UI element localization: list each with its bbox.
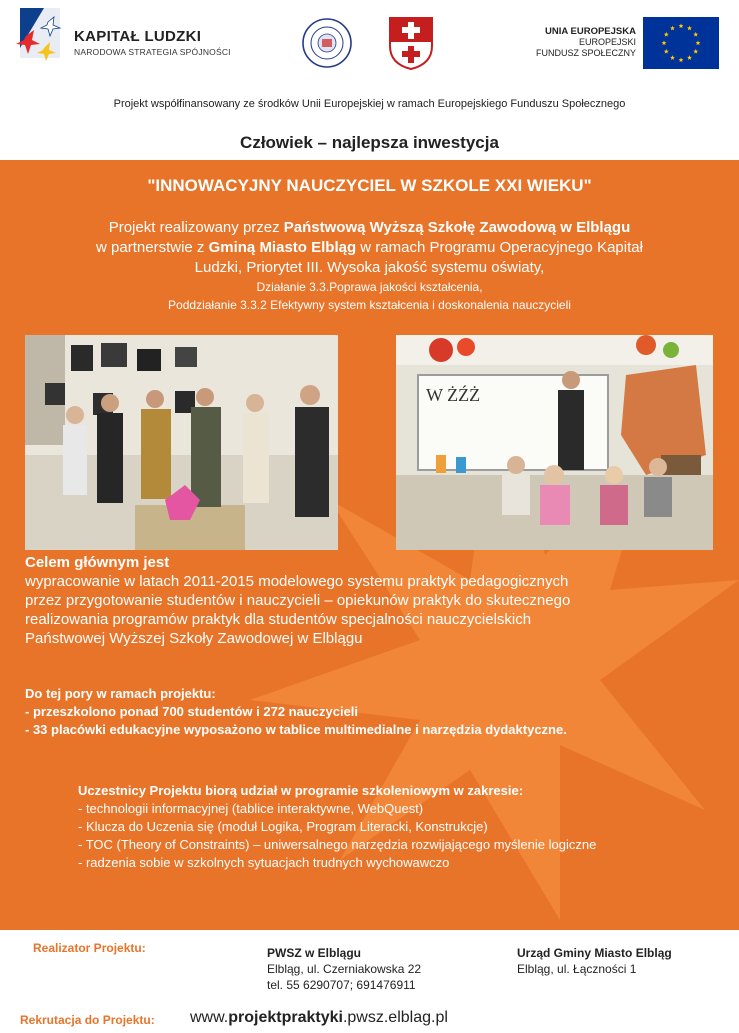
kapital-ludzki-logo-icon (14, 8, 66, 66)
eu-flag-icon (643, 17, 719, 69)
photo-training-group (25, 335, 338, 550)
proj-line-2-rest: w ramach Programu Operacyjnego Kapitał (356, 239, 643, 256)
urzad-name: Urząd Gminy Miasto Elbląg (517, 946, 672, 960)
pwsz-address (267, 945, 421, 993)
www-prefix: www. (190, 1009, 229, 1026)
eu-line-2: EUROPEJSKI (578, 37, 636, 47)
pwsz-name: PWSZ w Elblągu (267, 946, 362, 960)
eu-text-block (520, 26, 636, 59)
header (0, 0, 739, 160)
project-title: "INNOWACYJNY NAUCZYCIEL W SZKOLE XXI WIEKU" (147, 176, 592, 195)
proj-line-1: Projekt realizowany przez (108, 219, 284, 236)
eu-line-1: UNIA EUROPEJSKA (545, 26, 636, 37)
www-suffix: .pwsz.elblag.pl (342, 1009, 448, 1026)
project-website-link[interactable] (190, 1009, 448, 1027)
progress-heading: Do tej pory w ramach projektu: (25, 686, 216, 701)
kapital-ludzki-subtitle: NARODOWA STRATEGIA SPÓJNOŚCI (74, 47, 231, 57)
pwsz-phone: tel. 55 6290707; 691476911 (267, 978, 416, 992)
goal-line: przez przygotowanie studentów i nauczycieli – opiekunów praktyk do skutecznego (25, 592, 571, 609)
proj-line-2-bold: Gminą Miasto Elbląg (208, 239, 357, 256)
project-description (0, 218, 739, 314)
cofinancing-note: Projekt współfinansowany ze środków Unii Europejskiej w ramach Europejskiego Funduszu Społecznego (113, 98, 626, 110)
participants-item: - technologii informacyjnej (tablice interaktywne, WebQuest) (78, 801, 424, 816)
participants-heading: Uczestnicy Projektu biorą udział w programie szkoleniowym w zakresie: (78, 783, 524, 798)
goal-heading: Celem głównym jest (25, 554, 170, 571)
eu-line-3: FUNDUSZ SPOŁECZNY (535, 48, 636, 58)
participants-item: - TOC (Theory of Constraints) – uniwersalnego narzędzia rozwijającego myślenie logiczne (78, 837, 597, 852)
photo-classroom (396, 335, 713, 550)
pwsz-street: Elbląg, ul. Czerniakowska 22 (267, 962, 422, 976)
proj-line-5: Poddziałanie 3.3.2 Efektywny system kształcenia i doskonalenia nauczycieli (168, 298, 571, 312)
progress-item: - przeszkolono ponad 700 studentów i 272 nauczycieli (25, 704, 359, 719)
goal-line: Państwowej Wyższej Szkoły Zawodowej w Elblągu (25, 630, 363, 647)
footer (0, 930, 739, 1033)
www-domain-bold: projektpraktyki (228, 1009, 343, 1026)
proj-line-4: Działanie 3.3.Poprawa jakości kształcenia, (256, 280, 483, 294)
participants-section (78, 782, 718, 872)
goal-section (25, 553, 715, 648)
participants-item: - Klucza do Uczenia się (moduł Logika, Program Literacki, Konstrukcje) (78, 819, 488, 834)
goal-line: wypracowanie w latach 2011-2015 modelowego systemu praktyk pedagogicznych (25, 573, 569, 590)
board-text: W ŻŹŻ (426, 385, 481, 405)
goal-line: realizowania programów praktyk dla studentów specjalności nauczycielskich (25, 611, 532, 628)
progress-item: - 33 placówki edukacyjne wyposażono w tablice multimedialne i narzędzia dydaktyczne. (25, 722, 567, 737)
recruitment-label: Rekrutacja do Projektu: (20, 1013, 155, 1027)
progress-section (25, 685, 725, 739)
city-crest-icon (388, 16, 434, 70)
university-seal-icon (302, 18, 352, 68)
urzad-address (517, 945, 672, 977)
proj-line-3: Ludzki, Priorytet III. Wysoka jakość systemu oświaty, (194, 259, 545, 276)
proj-line-1-bold: Państwową Wyższą Szkołę Zawodową w Elblągu (283, 219, 631, 236)
urzad-street: Elbląg, ul. Łączności 1 (517, 962, 637, 976)
kapital-ludzki-title: KAPITAŁ LUDZKI (74, 28, 202, 45)
motto: Człowiek – najlepsza inwestycja (240, 133, 499, 152)
participants-item: - radzenia sobie w szkolnych sytuacjach trudnych wychowawczo (78, 855, 450, 870)
main-panel (0, 160, 739, 930)
realizator-label: Realizator Projektu: (33, 941, 146, 955)
proj-line-2: w partnerstwie z (96, 239, 209, 256)
